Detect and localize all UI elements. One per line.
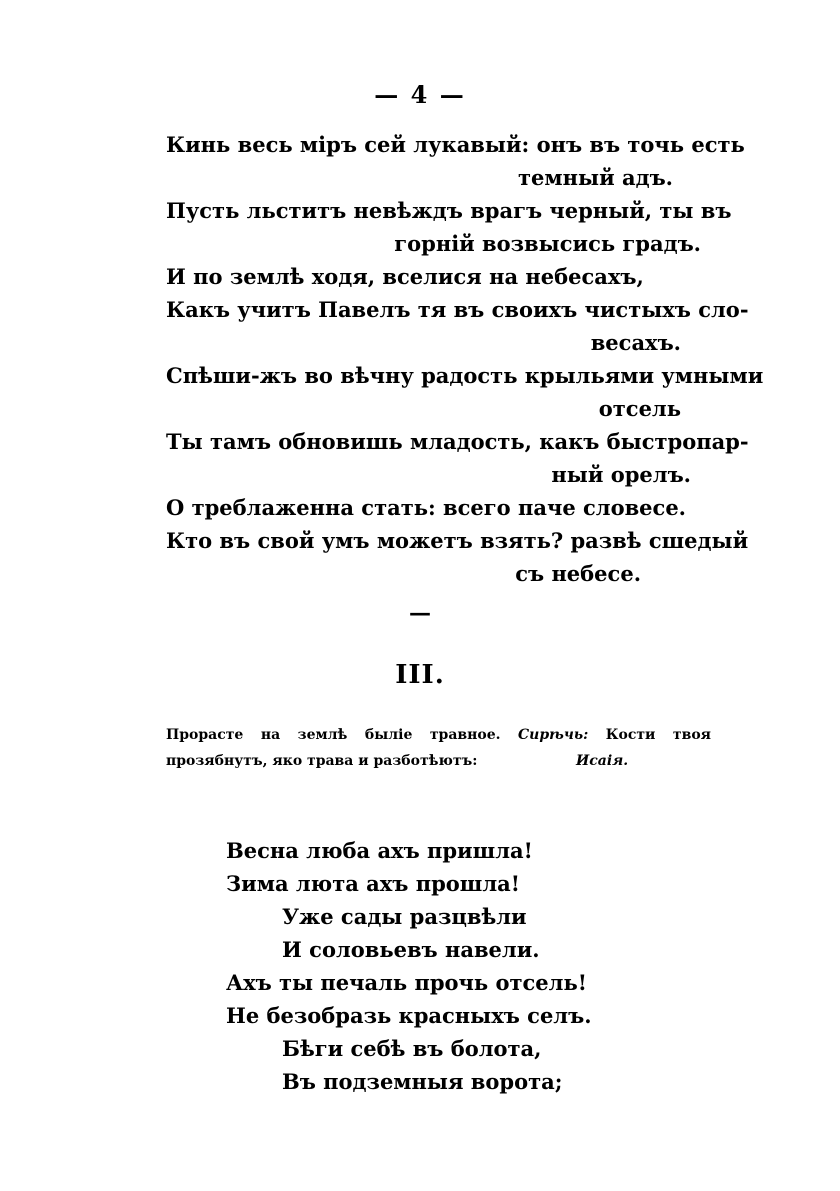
verse-line: Кинь весь міръ сей лукавый: онъ въ точь есть: [166, 132, 745, 157]
section-separator: —: [409, 600, 431, 626]
verse-line: съ небесе.: [515, 561, 641, 586]
epigraph: [166, 722, 711, 774]
epigraph-line-1: [166, 722, 711, 748]
verse-line: темный адъ.: [518, 165, 673, 190]
epigraph-text: Прорасте на землѣ быліе травное.: [166, 727, 501, 743]
verse-line: горній возвысись градъ.: [394, 231, 701, 256]
epigraph-source: Исаія.: [576, 753, 629, 769]
verse-line: Кто въ свой умъ можетъ взять? развѣ сшедый: [166, 528, 749, 553]
verse-line: Въ подземныя ворота;: [282, 1069, 563, 1094]
section-title: III.: [395, 660, 445, 690]
verse-line: И по землѣ ходя, вселися на небесахъ,: [166, 264, 644, 289]
epigraph-text: Кости твоя: [605, 727, 711, 743]
verse-line: И соловьевъ навели.: [282, 937, 540, 962]
verse-block-1: [166, 128, 764, 590]
page-number: — 4 —: [374, 80, 466, 109]
verse-line: Пусть льститъ невѣждъ врагъ черный, ты въ: [166, 198, 732, 223]
verse-line: ный орелъ.: [551, 462, 691, 487]
verse-line: Уже сады разцвѣли: [282, 904, 527, 929]
verse-line: Не безобразь красныхъ селъ.: [226, 1003, 592, 1028]
verse-line: О треблаженна стать: всего паче словесе.: [166, 495, 686, 520]
verse-block-2: [226, 834, 626, 1098]
verse-line: Ты тамъ обновишь младость, какъ быстропар-: [166, 429, 749, 454]
verse-line: Весна люба ахъ пришла!: [226, 838, 533, 863]
verse-line: Зима люта ахъ прошла!: [226, 871, 520, 896]
epigraph-line-2: [166, 748, 711, 774]
verse-line: отсель: [598, 396, 681, 421]
epigraph-gloss: Сирѣчь:: [518, 727, 589, 743]
verse-line: Бѣги себѣ въ болота,: [282, 1036, 542, 1061]
verse-line: Ахъ ты печаль прочь отсель!: [226, 970, 587, 995]
verse-line: Какъ учитъ Павелъ тя въ своихъ чистыхъ сло-: [166, 297, 749, 322]
verse-line: весахъ.: [590, 330, 681, 355]
verse-line: Спѣши-жъ во вѣчну радость крыльями умными: [166, 363, 764, 388]
epigraph-text: прозябнутъ, яко трава и разботѣютъ:: [166, 753, 478, 769]
